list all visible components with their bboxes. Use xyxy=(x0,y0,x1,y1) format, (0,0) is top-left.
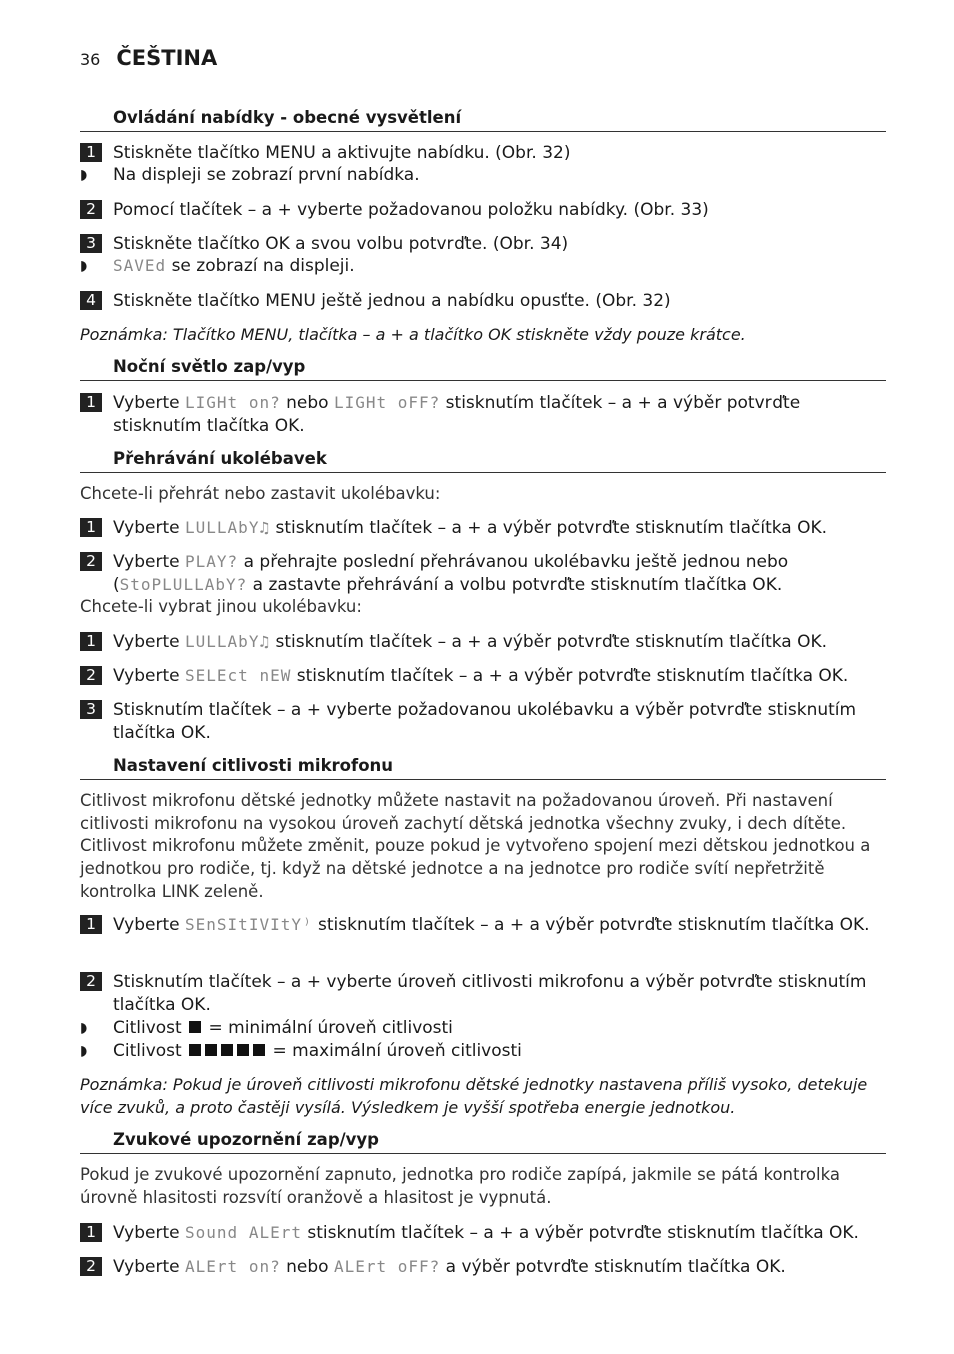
step-text: Vyberte xyxy=(113,915,186,935)
step-text: stisknutím tlačítek – a + a výběr potvrďte stisknutím tlačítka OK. xyxy=(291,666,849,686)
lcd-text: SELEct nEW xyxy=(185,666,292,685)
section-title-lullaby: Přehrávání ukolébavek xyxy=(80,449,886,473)
step-text: Pomocí tlačítek – a + vyberte požadovanou položku nabídky. (Obr. 33) xyxy=(113,200,709,220)
section-title-mic: Nastavení citlivosti mikrofonu xyxy=(80,756,886,780)
section-title-menu: Ovládání nabídky - obecné vysvětlení xyxy=(80,108,886,132)
step-menu-2 xyxy=(80,199,886,222)
step-number: 2 xyxy=(80,972,102,991)
step-menu-4 xyxy=(80,290,886,313)
step-text: stisknutím tlačítek – a + a výběr potvrďte stisknutím tlačítka OK. xyxy=(270,632,828,652)
step-text: Stisknutím tlačítek – a + vyberte požadovanou ukolébavku a výběr potvrďte stisknutím tlačítka OK. xyxy=(113,700,857,743)
step-text: Vyberte xyxy=(113,1257,186,1277)
note-mic: Poznámka: Pokud je úroveň citlivosti mikrofonu dětské jednotky nastavena příliš vysoko, detekuje více zvuků, a proto častěji vysílá. Výsledkem je vyšší spotřeba energie jednotkou. xyxy=(80,1075,868,1117)
lcd-text: LULLAbY♫ xyxy=(185,632,271,651)
step-text: nebo xyxy=(280,393,334,413)
lcd-text: LIGHt on? xyxy=(185,393,281,412)
step-menu-1 xyxy=(80,142,886,165)
step-number: 1 xyxy=(80,915,102,934)
step-lullaby-b2 xyxy=(80,665,886,688)
intro-alert: Pokud je zvukové upozornění zapnuto, jednotka pro rodiče zapípá, jakmile se pátá kontrolka úrovně hlasitosti rozsvítí oranžově a hlasitost je vypnutá. xyxy=(80,1165,840,1207)
level-square-icon xyxy=(189,1044,201,1056)
step-number: 1 xyxy=(80,1223,102,1242)
lcd-text: ALErt on? xyxy=(185,1257,281,1276)
page-number: 36 xyxy=(80,50,101,69)
step-number: 2 xyxy=(80,200,102,219)
lcd-text: PLAY? xyxy=(185,552,239,571)
step-number: 1 xyxy=(80,393,102,412)
lcd-text: ALErt oFF? xyxy=(333,1257,441,1276)
bullet-icon: ◗ xyxy=(80,258,88,274)
page-header xyxy=(80,46,217,70)
step-number: 4 xyxy=(80,291,102,310)
step-text: Vyberte xyxy=(113,632,186,652)
step-mic-2 xyxy=(80,971,886,1016)
level-square-icon xyxy=(221,1044,233,1056)
step-number: 2 xyxy=(80,552,102,571)
bullet-menu-1 xyxy=(80,164,886,187)
step-text: a výběr potvrďte stisknutím tlačítka OK. xyxy=(440,1257,786,1277)
lcd-text: SEnSItIVItY⁾ xyxy=(185,915,313,934)
step-text: nebo xyxy=(280,1257,334,1277)
step-number: 2 xyxy=(80,666,102,685)
bullet-icon: ◗ xyxy=(80,167,88,183)
step-lullaby-b3 xyxy=(80,699,886,744)
step-lullaby-a2 xyxy=(80,551,886,596)
bullet-text: Citlivost xyxy=(113,1018,188,1038)
level-square-icon xyxy=(253,1044,265,1056)
step-text: Vyberte xyxy=(113,393,186,413)
step-text: Stisknutím tlačítek – a + vyberte úroveň citlivosti mikrofonu a výběr potvrďte stisknutím tlačítka OK. xyxy=(113,972,867,1015)
bullet-menu-3 xyxy=(80,255,886,278)
bullet-text: Na displeji se zobrazí první nabídka. xyxy=(113,165,420,185)
step-text: Stiskněte tlačítko MENU ještě jednou a nabídku opusťte. (Obr. 32) xyxy=(113,291,671,311)
step-text: stisknutím tlačítek – a + a výběr potvrďte stisknutím tlačítka OK. xyxy=(312,915,870,935)
intro-lullaby-2: Chcete-li vybrat jinou ukolébavku: xyxy=(80,597,362,616)
step-text: stisknutím tlačítek – a + a výběr potvrďte stisknutím tlačítka OK. xyxy=(113,393,801,436)
bullet-icon: ◗ xyxy=(80,1020,88,1036)
step-text: a zastavte přehrávání a volbu potvrďte stisknutím tlačítka OK. xyxy=(247,574,783,595)
step-menu-3 xyxy=(80,233,886,256)
intro-lullaby-1: Chcete-li přehrát nebo zastavit ukolébavku: xyxy=(80,484,441,503)
bullet-mic-1 xyxy=(80,1017,886,1040)
bullet-text: = maximální úroveň citlivosti xyxy=(267,1041,522,1061)
step-number: 3 xyxy=(80,700,102,719)
step-lullaby-a1 xyxy=(80,517,886,540)
step-text: Vyberte xyxy=(113,518,186,538)
step-text: stisknutím tlačítek – a + a výběr potvrďte stisknutím tlačítka OK. xyxy=(301,1223,859,1243)
step-text: Vyberte xyxy=(113,666,186,686)
step-text: Stiskněte tlačítko MENU a aktivujte nabídku. (Obr. 32) xyxy=(113,143,571,163)
step-alert-1 xyxy=(80,1222,886,1245)
lcd-text: SAVEd xyxy=(113,256,167,275)
bullet-text: Citlivost xyxy=(113,1041,188,1061)
level-square-icon xyxy=(189,1021,201,1033)
step-number: 1 xyxy=(80,632,102,651)
note-menu: Poznámka: Tlačítko MENU, tlačítka – a + a tlačítko OK stiskněte vždy pouze krátce. xyxy=(80,325,746,344)
lcd-text: Sound ALErt xyxy=(185,1223,302,1242)
step-text: Stiskněte tlačítko OK a svou volbu potvrďte. (Obr. 34) xyxy=(113,234,569,254)
section-title-light: Noční světlo zap/vyp xyxy=(80,357,886,381)
step-text: Vyberte xyxy=(113,1223,186,1243)
step-text: stisknutím tlačítek – a + a výběr potvrďte stisknutím tlačítka OK. xyxy=(270,518,828,538)
step-number: 1 xyxy=(80,143,102,162)
bullet-text: se zobrazí na displeji. xyxy=(166,256,355,276)
bullet-mic-2 xyxy=(80,1040,886,1063)
level-square-icon xyxy=(237,1044,249,1056)
section-title-alert: Zvukové upozornění zap/vyp xyxy=(80,1130,886,1154)
lcd-text: StoPLULLAbY? xyxy=(119,574,248,594)
level-square-icon xyxy=(205,1044,217,1056)
step-number: 2 xyxy=(80,1257,102,1276)
step-number: 3 xyxy=(80,234,102,253)
step-number: 1 xyxy=(80,518,102,537)
page-language: ČEŠTINA xyxy=(116,46,218,70)
step-alert-2 xyxy=(80,1256,886,1279)
bullet-text: = minimální úroveň citlivosti xyxy=(203,1018,453,1038)
lcd-text: LIGHt oFF? xyxy=(333,393,441,412)
step-text: a přehrajte poslední přehrávanou ukolébavku ještě jednou nebo ( xyxy=(113,552,789,595)
step-lullaby-b1 xyxy=(80,631,886,654)
step-light-1 xyxy=(80,392,886,437)
lcd-text: LULLAbY♫ xyxy=(185,518,271,537)
bullet-icon: ◗ xyxy=(80,1043,88,1059)
step-text: Vyberte xyxy=(113,552,186,572)
step-mic-1 xyxy=(80,914,886,937)
intro-mic: Citlivost mikrofonu dětské jednotky můžete nastavit na požadovanou úroveň. Při nastavení citlivosti mikrofonu na vysokou úroveň zachytí dětská jednotka všechny zvuky, i dech dítěte. Citlivost mikrofonu můžete změnit, pouze pokud je vytvořeno spojení mezi dětskou jednotkou a jednotkou pro rodiče, tj. když na dětské jednotce a na jednotce pro rodiče svítí nepřetržitě kontrolka LINK zeleně. xyxy=(80,791,871,901)
